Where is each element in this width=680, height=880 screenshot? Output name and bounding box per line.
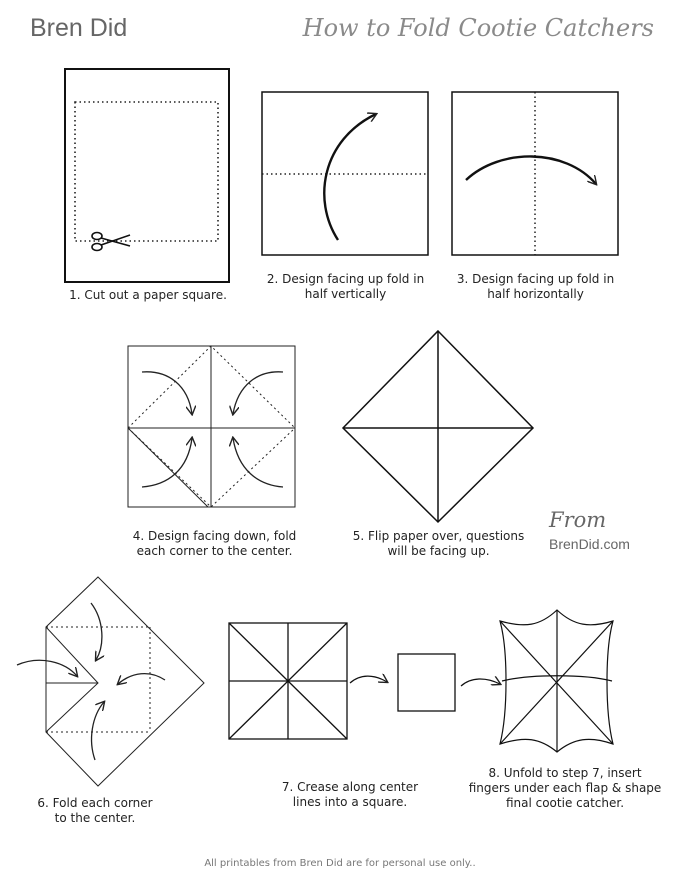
footer-note: All printables from Bren Did are for personal use only.. xyxy=(204,858,476,869)
step2-diagram xyxy=(262,92,428,255)
scissors-icon xyxy=(92,233,130,251)
step3-caption-line: 3. Design facing up fold in xyxy=(456,272,615,286)
step2-caption-line: half vertically xyxy=(304,287,387,301)
step6-caption-line: to the center. xyxy=(54,811,136,825)
step3-caption xyxy=(433,272,638,302)
step8-diagram xyxy=(500,610,613,752)
step4-caption-line: 4. Design facing down, fold xyxy=(132,529,297,543)
step1-diagram xyxy=(65,69,229,282)
step7-caption xyxy=(250,780,450,810)
step3-caption-line: half horizontally xyxy=(487,287,584,301)
step8-caption xyxy=(455,766,675,811)
step5-caption xyxy=(336,529,541,559)
step4-caption-line: each corner to the center. xyxy=(136,544,293,558)
step8-caption-line: final cootie catcher. xyxy=(505,796,625,810)
step3-diagram xyxy=(452,92,618,255)
step2-caption xyxy=(243,272,448,302)
step1-caption-line: 1. Cut out a paper square. xyxy=(69,288,227,302)
step5-diagram xyxy=(343,331,533,522)
attribution-from: From xyxy=(549,508,607,532)
step2-caption-line: 2. Design facing up fold in xyxy=(266,272,425,286)
step1-caption xyxy=(48,288,248,303)
step5-caption-line: 5. Flip paper over, questions xyxy=(352,529,525,543)
step5-caption-line: will be facing up. xyxy=(387,544,490,558)
step7-diagram xyxy=(229,623,500,739)
step4-diagram xyxy=(128,346,295,507)
step6-caption xyxy=(10,796,180,826)
step4-caption xyxy=(112,529,317,559)
brand-logo-text: Bren Did xyxy=(30,14,128,42)
page-title: How to Fold Cootie Catchers xyxy=(302,14,654,42)
step6-caption-line: 6. Fold each corner xyxy=(37,796,153,810)
attribution-site: BrenDid.com xyxy=(549,536,630,552)
step7-caption-line: 7. Crease along center xyxy=(281,780,419,794)
step8-caption-line: 8. Unfold to step 7, insert xyxy=(488,766,642,780)
step7-caption-line: lines into a square. xyxy=(292,795,408,809)
step6-diagram xyxy=(17,577,204,786)
step8-caption-line: fingers under each flap & shape xyxy=(468,781,662,795)
